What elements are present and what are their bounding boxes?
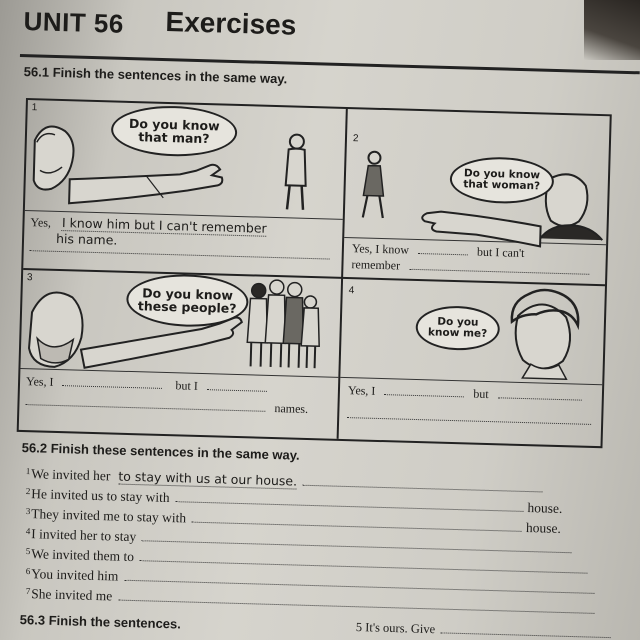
item-number: 6	[25, 566, 31, 577]
panel-4-bubble-line-2: know me?	[427, 326, 488, 340]
panel-4-answer-blank-3	[347, 417, 591, 425]
exercise-2-instruction: Finish these sentences in the same way.	[50, 440, 300, 463]
exercise-2-number: 56.2	[21, 440, 48, 456]
unit-label: UNIT 56	[23, 6, 125, 39]
item-number: 1	[25, 466, 31, 477]
panel-2-number: 2	[352, 133, 359, 145]
panel-3-bubble-line-1: Do you know	[142, 285, 234, 303]
panel-2-answer-blank-2	[409, 269, 589, 275]
item-text: We invited her	[31, 466, 111, 484]
panel-3-answer-start: Yes, I	[25, 374, 54, 389]
panel-2-bubble-line-2: that woman?	[463, 178, 541, 193]
panel-2-answer-blank-1	[418, 253, 468, 255]
item-text: We invited them to	[31, 546, 135, 565]
panel-1-answer-prefix: Yes,	[30, 215, 52, 230]
item-blank-line	[175, 501, 523, 512]
panel-1-answer-fill-1: I know him but I can't remember	[61, 215, 267, 236]
panel-3-answer-blank-2	[207, 389, 267, 392]
panel-1-answer-fill-2: his name.	[55, 230, 118, 248]
panel-2-answer-end: remember	[351, 257, 401, 273]
panel-3-bubble-line-2: these people?	[137, 298, 237, 316]
item-text: 5 It's ours. Give	[355, 620, 436, 637]
exercise-3-item-5	[356, 620, 612, 640]
panel-2-answer-start: Yes, I know	[351, 241, 410, 257]
panel-1-answer-blank-line	[30, 250, 330, 259]
panel-3-number: 3	[26, 272, 33, 284]
panel-3-answer-middle: but I	[175, 378, 199, 393]
item-blank-line	[192, 522, 522, 532]
page-title: Exercises	[165, 6, 297, 41]
item-answer: to stay with us at our house.	[118, 468, 298, 489]
panel-2-bubble-line-1: Do you know	[463, 167, 541, 182]
panel-4-answer-blank-1	[384, 394, 464, 397]
panel-4-answer	[348, 383, 582, 405]
panel-4-number: 4	[348, 285, 355, 297]
panel-4-answer-middle: but	[473, 386, 489, 402]
panel-3-answer-blank-3	[25, 404, 265, 412]
exercise-1-picture-grid	[17, 98, 612, 448]
exercise-3-heading	[20, 612, 181, 631]
panel-3-answer-line-2	[25, 394, 308, 417]
exercise-3-instruction: Finish the sentences.	[48, 612, 182, 632]
page-edge-shadow	[584, 0, 640, 60]
panel-1-bubble-line-2: that man?	[138, 129, 210, 147]
panel-3-answer-blank-1	[62, 385, 162, 389]
item-text: They invited me to stay with	[31, 506, 187, 526]
panel-1-bubble-line-1: Do you know	[128, 115, 220, 134]
panel-1-number: 1	[31, 102, 38, 114]
item-text: She invited me	[31, 586, 113, 604]
item-ending: house.	[527, 500, 563, 516]
exercise-3-number: 56.3	[19, 612, 46, 628]
item-blank-line	[118, 600, 594, 614]
item-number: 7	[25, 586, 31, 597]
exercise-2-heading	[22, 440, 300, 463]
item-number: 5	[25, 546, 31, 557]
item-number: 4	[25, 526, 31, 537]
panel-2-answer-middle: but I can't	[476, 244, 525, 260]
item-number: 3	[25, 506, 31, 517]
panel-4-bubble-line-1: Do you	[437, 315, 479, 329]
item-number: 2	[25, 486, 31, 497]
item-ending: house.	[525, 519, 562, 536]
item-text: You invited him	[31, 566, 119, 584]
panel-3-answer	[26, 374, 267, 396]
item-text: He invited us to stay with	[31, 486, 170, 506]
panel-2-answer-line-2	[351, 257, 589, 279]
item-blank-line	[441, 632, 611, 638]
exercise-1-instruction: Finish the sentences in the same way.	[52, 64, 288, 87]
exercise-1-heading	[24, 64, 288, 86]
panel-3-answer-end: names.	[274, 401, 309, 416]
exercise-1-number: 56.1	[23, 64, 50, 80]
item-blank-line	[303, 485, 543, 493]
panel-4-answer-blank-2	[498, 397, 582, 400]
item-text: I invited her to stay	[31, 526, 137, 545]
panel-4-answer-start: Yes, I	[347, 383, 376, 398]
